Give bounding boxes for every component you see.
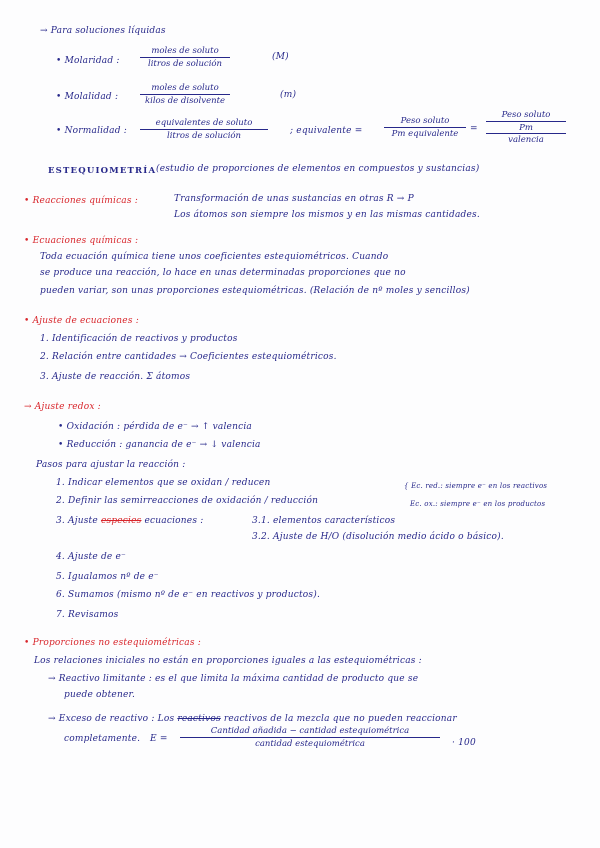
redox-step-1: 1. Indicar elementos que se oxidan / reducen [56, 478, 271, 488]
limiting-reagent-line-1: → Reactivo limitante : es el que limita la máxima cantidad de producto que se [48, 674, 419, 684]
normality-denominator: litros de solución [166, 131, 241, 141]
molality-fraction [140, 83, 230, 106]
excess-reagent-line-1 [48, 714, 457, 725]
excess-formula-variable: E = [150, 734, 168, 744]
redox-step-3-text: 3. Ajuste [56, 516, 98, 526]
molality-denominator: kilos de disolvente [144, 96, 226, 106]
redox-steps-heading: Pasos para ajustar la reacción : [36, 460, 186, 470]
liquid-solutions-heading: → Para soluciones líquidas [40, 26, 166, 36]
non-stoichiometric-label: • Proporciones no estequiométricas : [24, 638, 201, 648]
excess-reagent-rest: reactivos de la mezcla que no pueden reaccionar [223, 714, 457, 724]
oxidation-definition: • Oxidación : pérdida de e⁻ → ↑ valencia [58, 422, 252, 432]
equivalent-label: ; equivalente = [290, 126, 363, 136]
chemical-reactions-text-2: Los átomos son siempre los mismos y en las mismas cantidades. [174, 210, 480, 220]
equivalent2-numerator: Peso soluto [486, 110, 566, 122]
chemical-equations-text-1: Toda ecuación química tiene unos coeficientes estequiométricos. Cuando [40, 252, 389, 262]
molarity-label: • Molaridad : [56, 56, 120, 66]
side-note-2: Ec. ox.: siempre e⁻ en los productos [410, 500, 546, 508]
normality-label: • Normalidad : [56, 126, 128, 136]
stoichiometry-description: (estudio de proporciones de elementos en compuestos y sustancias) [156, 164, 480, 174]
excess-reagent-crossed: reactivos [177, 714, 221, 724]
redox-step-4: 4. Ajuste de e⁻ [56, 552, 126, 562]
molality-unit: (m) [280, 90, 297, 100]
chemical-reactions-text-1: Transformación de unas sustancias en otras R → P [174, 194, 414, 204]
chemical-equations-label: • Ecuaciones químicas : [24, 236, 139, 246]
redox-step-6: 6. Sumamos (mismo nº de e⁻ en reactivos y productos). [56, 590, 321, 600]
equivalent-numerator: Peso soluto [384, 116, 466, 128]
molarity-numerator: moles de soluto [140, 46, 230, 58]
redox-step-3-2: 3.2. Ajuste de H/O (disolución medio ácido o básico). [252, 532, 504, 542]
molality-label: • Molalidad : [56, 92, 119, 102]
equivalent2-denominator-valencia: valencia [508, 135, 544, 145]
equivalent2-denominator-pm: Pm [486, 122, 566, 134]
equivalent-denominator: Pm equivalente [391, 129, 459, 139]
redox-step-7: 7. Revisamos [56, 610, 119, 620]
equivalent-fraction [384, 116, 466, 139]
molarity-fraction [140, 46, 230, 69]
reduction-definition: • Reducción : ganancia de e⁻ → ↓ valencia [58, 440, 261, 450]
equivalent-fraction-2 [486, 110, 566, 145]
redox-step-3 [56, 516, 203, 527]
balancing-step-2: 2. Relación entre cantidades → Coeficientes estequiométricos. [40, 352, 337, 362]
excess-formula-numerator: Cantidad añadida − cantidad estequiométrica [180, 726, 440, 738]
redox-step-2: 2. Definir las semirreacciones de oxidación / reducción [56, 496, 319, 506]
normality-fraction [140, 118, 268, 141]
redox-balancing-label: → Ajuste redox : [24, 402, 101, 412]
redox-step-5: 5. Igualamos nº de e⁻ [56, 572, 159, 582]
redox-step-3-1: 3.1. elementos característicos [252, 516, 396, 526]
balancing-step-1: 1. Identificación de reactivos y productos [40, 334, 238, 344]
chemical-reactions-label: • Reacciones químicas : [24, 196, 138, 206]
balancing-step-3: 3. Ajuste de reacción. Σ átomos [40, 372, 191, 382]
equation-balancing-label: • Ajuste de ecuaciones : [24, 316, 139, 326]
normality-numerator: equivalentes de soluto [140, 118, 268, 130]
redox-step-3-tail: ecuaciones : [144, 516, 204, 526]
excess-formula-denominator: cantidad estequiométrica [255, 739, 365, 749]
molarity-unit: (M) [272, 52, 289, 62]
molarity-denominator: litros de solución [147, 59, 222, 69]
excess-reagent-intro: → Exceso de reactivo : Los [48, 714, 175, 724]
redox-step-3-crossed-word: especies [100, 516, 142, 526]
excess-formula-multiplier: · 100 [452, 738, 476, 748]
limiting-reagent-line-2: puede obtener. [64, 690, 136, 700]
excess-reagent-line-2: completamente. [64, 734, 141, 744]
molality-numerator: moles de soluto [140, 83, 230, 95]
equals-sign: = [470, 124, 478, 134]
excess-formula-fraction [180, 726, 440, 749]
side-note-1: { Ec. red.: siempre e⁻ en los reactivos [404, 482, 548, 490]
chemical-equations-text-2: se produce una reacción, lo hace en unas determinadas proporciones que no [40, 268, 406, 278]
chemical-equations-text-3: pueden variar, son unas proporciones estequiométricas. (Relación de nº moles y sencillos) [40, 286, 470, 296]
non-stoichiometric-text: Los relaciones iniciales no están en proporciones iguales a las estequiométricas : [34, 656, 422, 666]
stoichiometry-title: ESTEQUIOMETRÍA [48, 166, 157, 176]
